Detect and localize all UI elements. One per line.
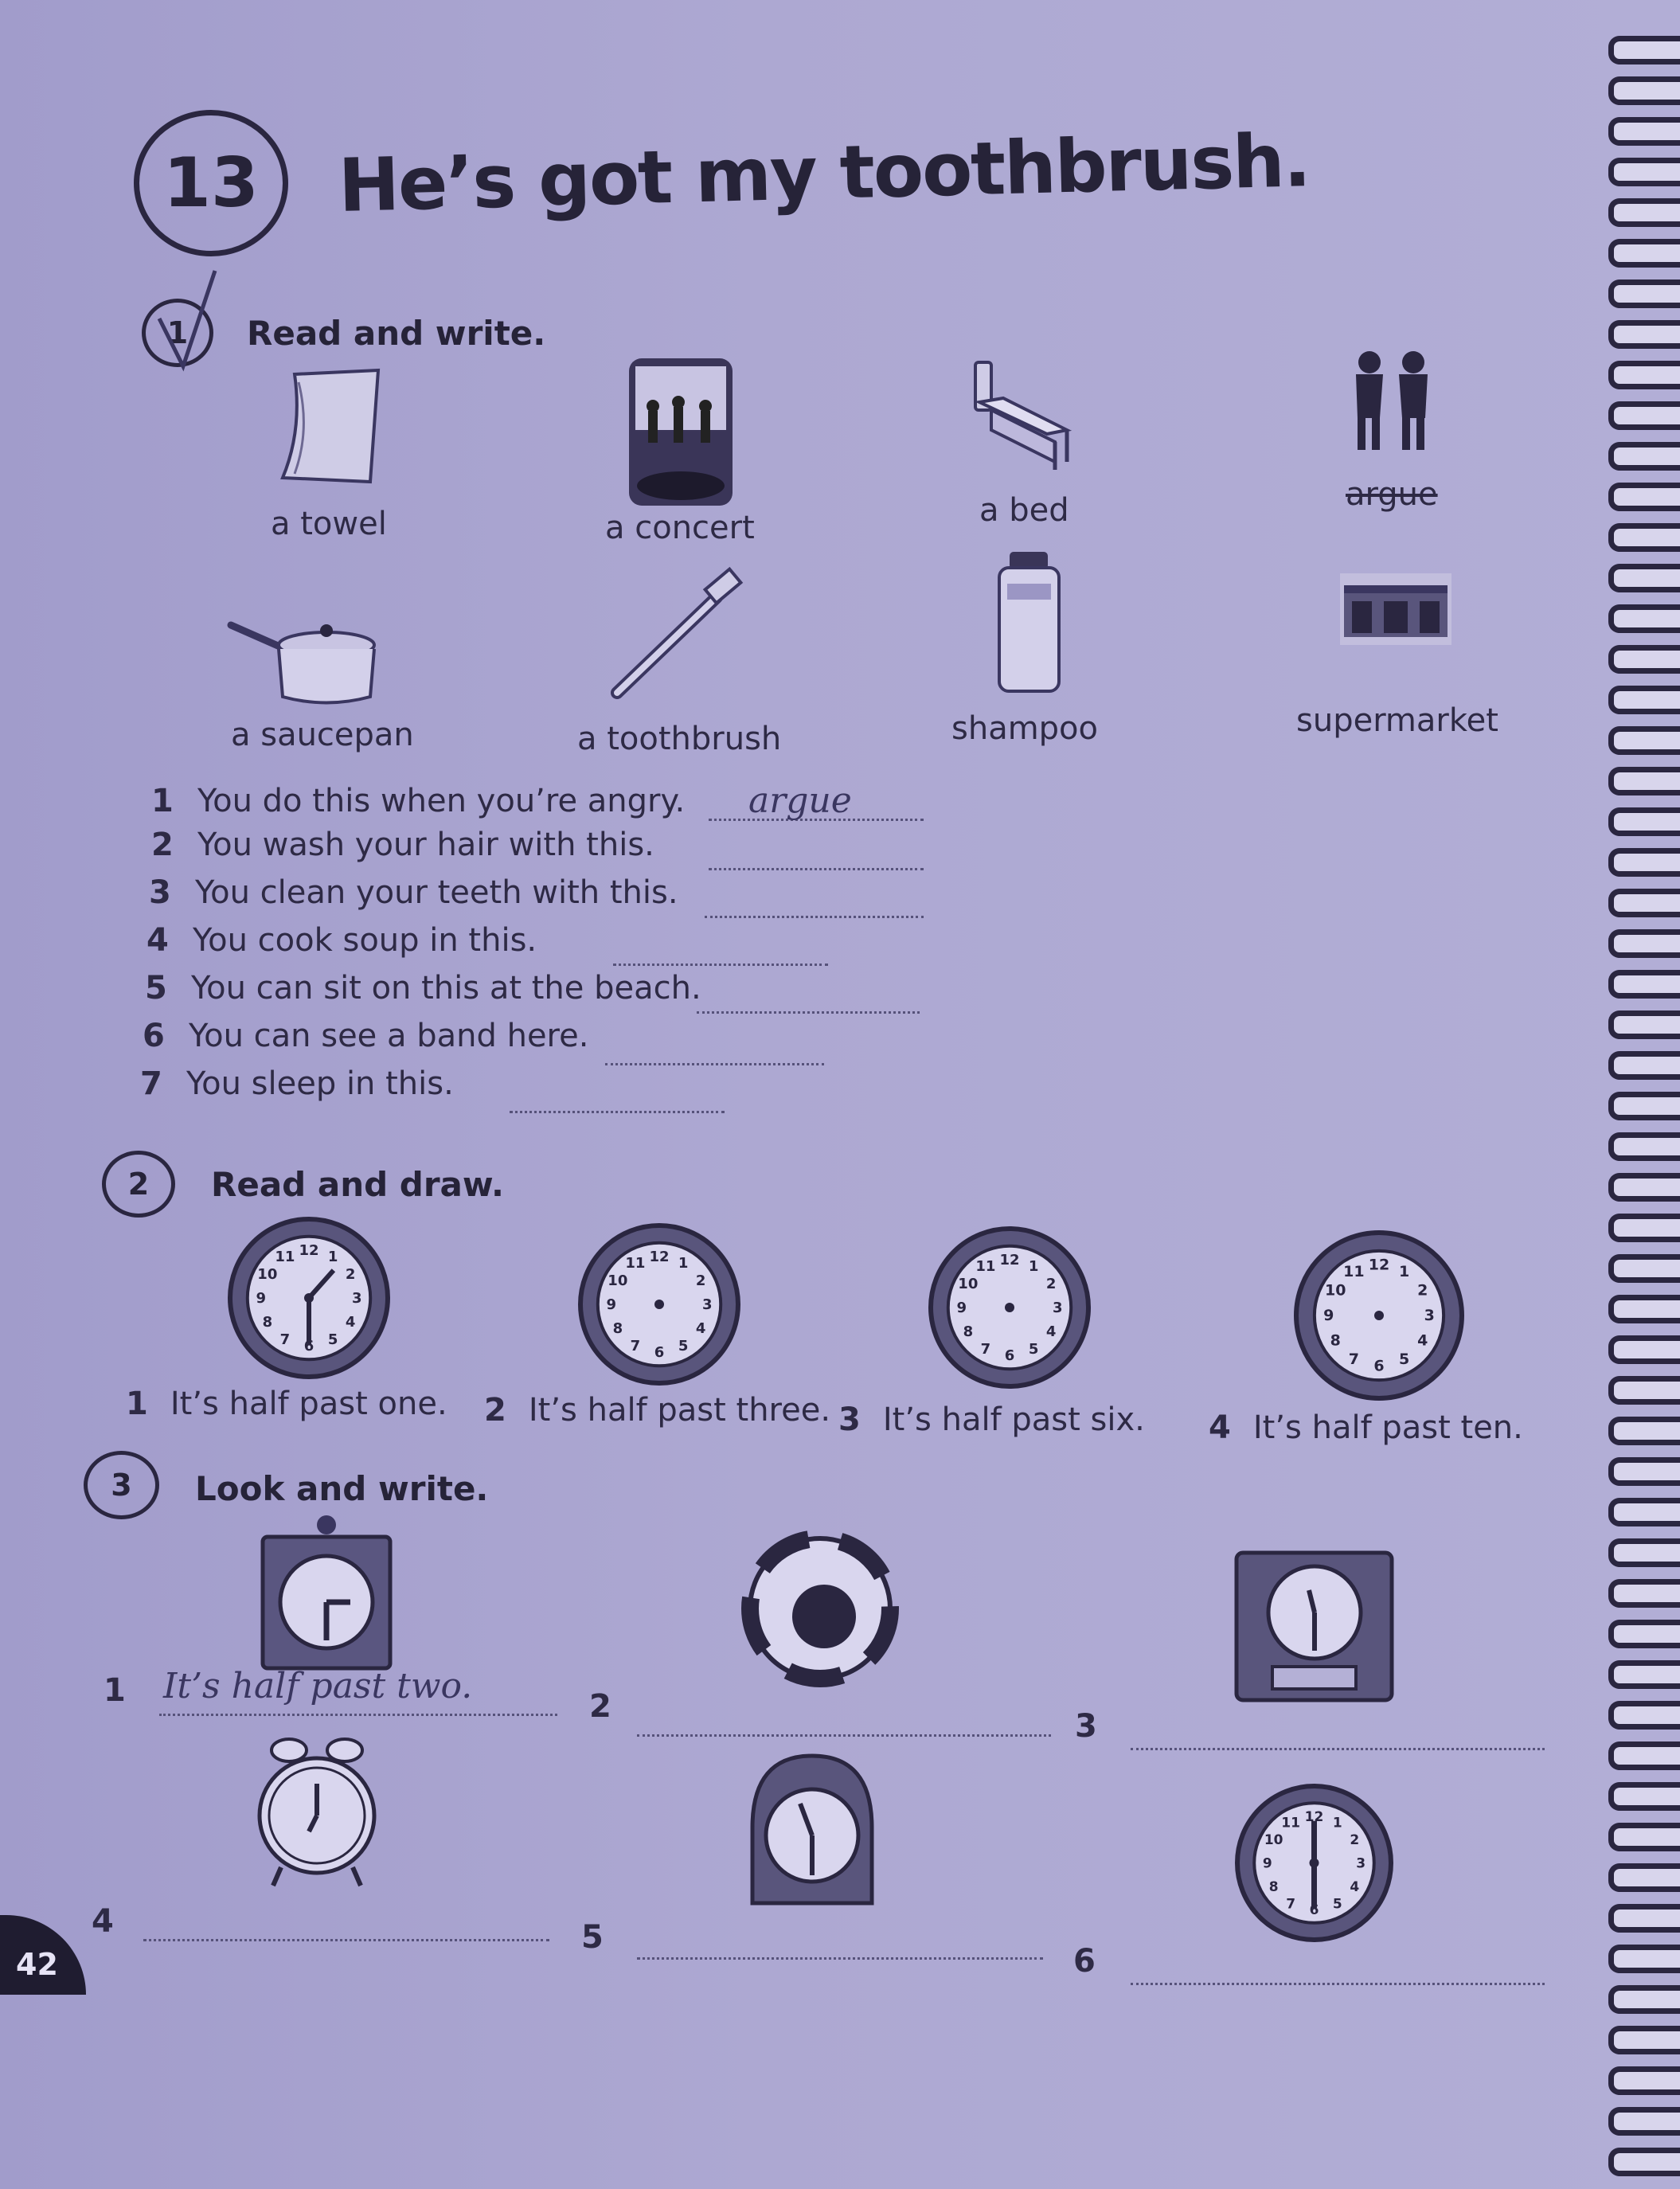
question-text: You cook soup in this. (193, 922, 537, 959)
word-label: a concert (605, 510, 755, 546)
spiral-ring (1608, 1741, 1680, 1770)
clock-numeral: 4 (1417, 1331, 1428, 1350)
spiral-ring (1608, 36, 1680, 64)
clock-numeral: 7 (279, 1331, 291, 1349)
caption-text: It’s half past one. (170, 1386, 447, 1422)
clock-numeral: 11 (625, 1254, 646, 1272)
answer-line[interactable] (637, 1957, 1043, 1960)
clock-numeral: 3 (1052, 1300, 1063, 1316)
clock-numeral: 7 (1286, 1896, 1296, 1913)
clock-numeral: 10 (1264, 1832, 1283, 1849)
spiral-ring (1608, 117, 1680, 146)
spiral-ring (1608, 1904, 1680, 1933)
word-label: a saucepan (231, 717, 414, 753)
clock-face-icon (225, 1214, 393, 1382)
digital-clock-icon (1233, 1549, 1396, 1704)
exercise-2-number: 2 (127, 1167, 150, 1202)
question-number: 2 (151, 827, 174, 863)
clock-numeral: 6 (1309, 1902, 1319, 1919)
spiral-ring (1608, 523, 1680, 552)
clock-numeral: 2 (1350, 1832, 1360, 1849)
clock-numeral: 7 (1348, 1350, 1359, 1368)
clock-numeral: 10 (958, 1275, 979, 1292)
clock-numeral: 9 (1323, 1307, 1334, 1324)
question-number: 6 (143, 1018, 165, 1054)
clock-numeral: 11 (275, 1248, 295, 1265)
spiral-ring (1608, 76, 1680, 105)
clock-numeral: 8 (1268, 1878, 1279, 1895)
spiral-ring (1608, 726, 1680, 755)
clock-caption (484, 1392, 830, 1429)
clock-numeral: 10 (1324, 1281, 1346, 1300)
exercise-1-title: Read and write. (247, 314, 546, 353)
spiral-ring (1608, 1457, 1680, 1486)
word-label: a toothbrush (577, 721, 782, 757)
spiral-ring (1608, 889, 1680, 917)
question-row (151, 827, 654, 863)
spiral-ring (1608, 686, 1680, 714)
spiral-ring (1608, 1945, 1680, 1973)
clock-numeral: 7 (630, 1338, 641, 1355)
unit-number: 13 (163, 143, 259, 223)
clock-numeral: 10 (257, 1265, 278, 1283)
answer-line[interactable] (159, 1714, 557, 1716)
word-label-crossed: argue (1346, 476, 1438, 513)
spiral-ring (1608, 1782, 1680, 1811)
spiral-ring (1608, 848, 1680, 877)
clock-numeral: 11 (1343, 1263, 1365, 1281)
clock-numeral: 1 (1332, 1815, 1342, 1831)
caption-text: It’s half past six. (882, 1401, 1145, 1438)
clock-numeral: 11 (1281, 1815, 1300, 1831)
question-text: You clean your teeth with this. (195, 874, 678, 911)
question-number: 7 (140, 1065, 162, 1102)
word-label: a bed (979, 492, 1069, 529)
spiral-ring (1608, 1985, 1680, 2014)
spiral-ring (1608, 1254, 1680, 1283)
clock-caption (126, 1386, 447, 1422)
clock-numeral: 9 (606, 1296, 617, 1313)
clock-face-icon (1291, 1228, 1467, 1403)
arguing-people-icon (1334, 338, 1445, 454)
spiral-ring (1608, 1823, 1680, 1851)
answer-line[interactable] (1131, 1983, 1545, 1985)
unit-number-badge (134, 110, 288, 256)
clock-face-icon (1233, 1781, 1396, 1945)
spiral-ring (1608, 767, 1680, 795)
spiral-ring (1608, 361, 1680, 389)
clock-numeral: 6 (1373, 1357, 1385, 1375)
spiral-ring (1608, 158, 1680, 186)
exercise-2-badge (102, 1151, 175, 1218)
exercise-1-number: 1 (166, 315, 189, 350)
clock-numeral: 6 (303, 1338, 315, 1355)
question-text: You wash your hair with this. (197, 827, 654, 863)
question-row (140, 1065, 454, 1102)
spiral-ring (1608, 807, 1680, 836)
clock-numeral: 8 (963, 1323, 974, 1341)
spiral-ring (1608, 645, 1680, 674)
question-number: 4 (147, 922, 169, 959)
clock-numeral: 3 (701, 1296, 713, 1313)
clock-numeral: 3 (1356, 1855, 1366, 1872)
supermarket-icon (1340, 573, 1451, 645)
clock-face-icon (576, 1221, 743, 1388)
exercise-3-title: Look and write. (195, 1469, 489, 1508)
spiral-ring (1608, 929, 1680, 958)
clock-numeral: 4 (695, 1320, 706, 1338)
caption-text: It’s half past three. (528, 1392, 831, 1429)
spiral-ring (1608, 1010, 1680, 1039)
clock-numeral: 6 (1004, 1347, 1015, 1365)
clock-numeral: 6 (654, 1344, 665, 1362)
question-row (151, 783, 685, 819)
clock-numeral: 10 (608, 1272, 628, 1289)
clock-numeral: 1 (1028, 1257, 1039, 1275)
page-number: 42 (16, 1947, 58, 1982)
spiral-ring (1608, 1620, 1680, 1648)
question-number: 3 (149, 874, 171, 911)
clock-numeral: 2 (1417, 1281, 1428, 1300)
answer-number: 2 (589, 1688, 611, 1725)
clock-caption (1209, 1409, 1523, 1446)
clock-numeral: 1 (678, 1254, 689, 1272)
caption-text: It’s half past ten. (1252, 1409, 1523, 1446)
saucepan-icon (227, 613, 382, 709)
spiral-ring (1608, 442, 1680, 471)
question-text: You do this when you’re angry. (197, 783, 686, 819)
clock-numeral: 12 (649, 1248, 670, 1265)
page-title: He’s got my toothbrush. (337, 118, 1311, 229)
spiral-ring (1608, 1417, 1680, 1445)
clock-numeral: 9 (256, 1290, 267, 1307)
spiral-ring (1608, 1051, 1680, 1080)
spiral-ring (1608, 279, 1680, 308)
clock-numeral: 12 (299, 1241, 319, 1259)
alarm-clock-icon (253, 1736, 381, 1891)
clock-numeral: 9 (1262, 1855, 1272, 1872)
clock-numeral: 5 (678, 1338, 689, 1355)
spiral-ring (1608, 1335, 1680, 1364)
question-row (143, 1018, 588, 1054)
clock-face-icon (926, 1224, 1093, 1391)
clock-numeral: 5 (327, 1331, 338, 1349)
clock-numeral: 12 (1304, 1808, 1324, 1825)
spiral-ring (1608, 2107, 1680, 2136)
spiral-ring (1608, 1295, 1680, 1323)
concert-icon (629, 358, 733, 506)
checkmark-icon (151, 263, 223, 374)
caption-number: 2 (484, 1392, 506, 1429)
spiral-ring (1608, 970, 1680, 999)
question-text: You can sit on this at the beach. (191, 970, 701, 1007)
clock-numeral: 12 (999, 1251, 1020, 1268)
clock-numeral: 3 (1424, 1307, 1435, 1324)
question-text: You sleep in this. (186, 1065, 454, 1102)
spiral-ring (1608, 198, 1680, 227)
clock-numeral: 7 (980, 1341, 991, 1358)
answer-line[interactable] (709, 868, 924, 870)
answer-line[interactable] (605, 1063, 824, 1065)
clock-caption (838, 1401, 1145, 1438)
clock-numeral: 3 (351, 1290, 362, 1307)
answer-number: 3 (1075, 1708, 1097, 1745)
clock-numeral: 2 (345, 1265, 356, 1283)
spiral-ring (1608, 604, 1680, 633)
question-number: 5 (145, 970, 167, 1007)
question-row (147, 922, 537, 959)
toothbrush-icon (605, 573, 748, 705)
spiral-ring (1608, 2148, 1680, 2176)
answer-number: 5 (581, 1919, 604, 1956)
spiral-ring (1608, 483, 1680, 511)
answer-line[interactable] (1131, 1748, 1545, 1750)
clock-numeral: 2 (1045, 1275, 1057, 1292)
spiral-ring (1608, 1376, 1680, 1405)
question-row (149, 874, 678, 911)
clock-numeral: 5 (1332, 1896, 1342, 1913)
spiral-ring (1608, 1132, 1680, 1161)
question-row (145, 970, 701, 1007)
answer-line[interactable] (697, 1011, 920, 1014)
clock-numeral: 1 (1399, 1263, 1410, 1281)
spiral-ring (1608, 564, 1680, 592)
word-label: a towel (271, 506, 387, 542)
answer-number: 6 (1073, 1943, 1096, 1980)
exercise-3-number: 3 (111, 1468, 132, 1503)
word-label: shampoo (951, 710, 1099, 747)
caption-number: 1 (126, 1386, 148, 1422)
clock-numeral: 4 (1045, 1323, 1057, 1341)
clock-numeral: 1 (327, 1248, 338, 1265)
clock-numeral: 8 (262, 1314, 273, 1331)
clock-numeral: 8 (1330, 1331, 1341, 1350)
handwritten-answer: It’s half past two. (163, 1666, 473, 1706)
answer-line[interactable] (143, 1939, 549, 1941)
spiral-ring (1608, 320, 1680, 349)
spiral-ring (1608, 1660, 1680, 1689)
spiral-ring (1608, 239, 1680, 268)
bed-icon (967, 354, 1075, 474)
wall-clock-icon (744, 1533, 896, 1684)
spiral-ring (1608, 1538, 1680, 1567)
spiral-ring (1608, 1173, 1680, 1202)
exercise-2-title: Read and draw. (211, 1165, 504, 1204)
answer-number: 1 (104, 1672, 126, 1709)
clock-numeral: 12 (1368, 1256, 1390, 1274)
towel-icon (279, 366, 390, 486)
spiral-ring (1608, 2066, 1680, 2095)
answer-line[interactable] (510, 1111, 725, 1113)
question-number: 1 (151, 783, 174, 819)
mantel-clock-icon (259, 1513, 394, 1668)
exercise-3-badge (84, 1451, 159, 1519)
answer-number: 4 (92, 1903, 114, 1940)
answer-line[interactable] (637, 1734, 1051, 1737)
clock-numeral: 4 (345, 1314, 356, 1331)
spiral-ring (1608, 401, 1680, 430)
question-text: You can see a band here. (189, 1018, 589, 1054)
clock-numeral: 11 (975, 1257, 996, 1275)
clock-numeral: 4 (1350, 1878, 1360, 1895)
shampoo-bottle-icon (995, 548, 1063, 695)
clock-numeral: 5 (1399, 1350, 1410, 1368)
spiral-ring (1608, 1863, 1680, 1892)
spiral-ring (1608, 1092, 1680, 1120)
spiral-ring (1608, 2026, 1680, 2054)
caption-number: 3 (838, 1401, 861, 1438)
clock-numeral: 8 (612, 1320, 623, 1338)
clock-numeral: 5 (1028, 1341, 1039, 1358)
spiral-ring (1608, 1701, 1680, 1730)
answer-line[interactable] (705, 916, 924, 918)
spiral-ring (1608, 1214, 1680, 1242)
spiral-ring (1608, 1579, 1680, 1608)
clock-numeral: 2 (695, 1272, 706, 1289)
arched-clock-icon (744, 1752, 880, 1911)
answer-line[interactable] (613, 964, 828, 966)
spiral-ring (1608, 1498, 1680, 1526)
clock-numeral: 9 (956, 1300, 967, 1316)
handwritten-answer: argue (748, 780, 852, 821)
caption-number: 4 (1209, 1409, 1231, 1446)
word-label: supermarket (1296, 702, 1498, 739)
